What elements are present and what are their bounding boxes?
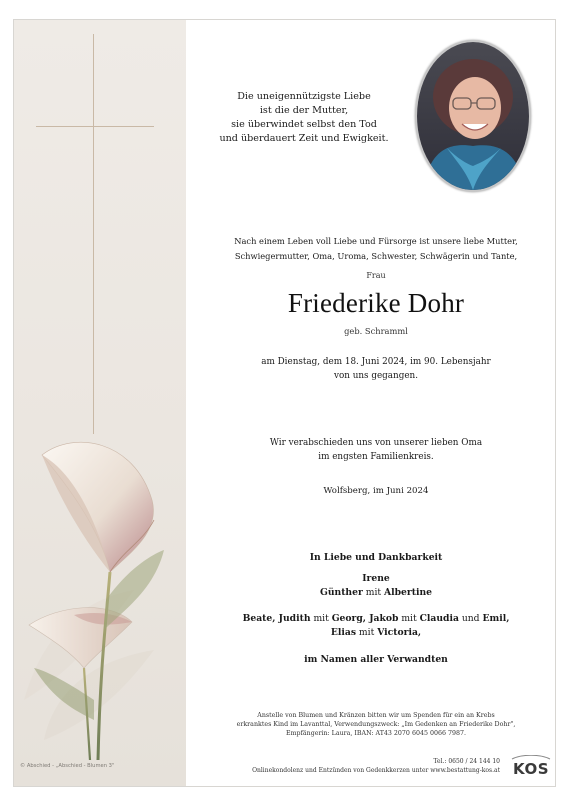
motto-line: und überdauert Zeit und Ewigkeit. — [219, 133, 389, 144]
mourner-name: Victoria — [377, 627, 418, 638]
notice-line: Empfängerin: Laura, IBAN: AT43 2070 6045 0066 7987. — [285, 730, 467, 738]
funeral-home-contact — [200, 757, 500, 775]
mourner-name: Judith — [278, 613, 311, 624]
decorative-sidebar — [14, 20, 186, 786]
farewell-text — [200, 437, 552, 464]
cross-horizontal-line — [36, 126, 154, 127]
logo-text: KOS — [513, 760, 550, 777]
image-credit: © Abschied - „Abschied - Blumen 3" — [20, 763, 115, 769]
motto-quote — [204, 90, 404, 146]
signature-group-grandchildren: Beate, Judith mit Georg, Jakob mit Claudia und Emil, Elias mit Victoria, — [242, 613, 510, 638]
death-notice-card — [13, 19, 556, 787]
funeral-home-logo — [510, 755, 552, 777]
phone-number: Tel.: 0650 / 24 144 10 — [433, 758, 500, 765]
mourner-name: Georg — [331, 613, 363, 624]
death-line: am Dienstag, dem 18. Juni 2024, im 90. Lebensjahr — [261, 357, 491, 367]
connector-word: mit — [358, 627, 375, 638]
donation-notice — [200, 711, 552, 739]
mourner-name: Claudia — [419, 613, 459, 624]
mourner-name: Jakob — [369, 613, 399, 624]
mourner-name: Elias — [330, 627, 356, 638]
cross-vertical-line — [93, 34, 94, 434]
notice-line: erkranktes Kind im Lavanttal, Verwendungszweck: „Im Gedenken an Friederike Dohr", — [236, 721, 516, 729]
place-and-date: Wolfsberg, im Juni 2024 — [323, 486, 429, 496]
connector-word: und — [461, 613, 480, 624]
online-condolence-link[interactable]: Onlinekondolenz und Entzünden von Gedenkkerzen unter www.bestattung-kos.at — [252, 767, 500, 774]
connector-word: mit — [365, 587, 382, 598]
connector-word: mit — [401, 613, 417, 624]
motto-line: ist die der Mutter, — [259, 105, 349, 116]
mourner-name: Irene — [362, 573, 390, 584]
death-date-text — [200, 356, 552, 383]
signature-heading: In Liebe und Dankbarkeit — [309, 552, 443, 563]
farewell-line: Wir verabschieden uns von unserer lieben Oma — [269, 438, 483, 448]
calla-lily-illustration — [14, 400, 186, 760]
motto-line: Die uneigennützigste Liebe — [237, 91, 371, 102]
connector-word: mit — [313, 613, 329, 624]
deceased-name: Friederike Dohr — [287, 288, 465, 318]
farewell-line: im engsten Familienkreis. — [318, 451, 434, 462]
death-line: von uns gegangen. — [333, 370, 419, 381]
intro-line: Schwiegermutter, Oma, Uroma, Schwester, Schwägerin und Tante, — [234, 250, 518, 261]
intro-line: Nach einem Leben voll Liebe und Fürsorge ist unsere liebe Mutter, — [234, 236, 518, 246]
motto-line: sie überwindet selbst den Tod — [231, 119, 377, 130]
portrait-photo — [415, 40, 531, 192]
mourner-name: Emil — [482, 613, 507, 624]
mourner-name: Beate — [242, 613, 273, 624]
mourner-name: Günther — [319, 587, 363, 598]
signature-group-children — [200, 572, 552, 600]
notice-line: Anstelle von Blumen und Kränzen bitten wir um Spenden für ein an Krebs — [257, 712, 495, 719]
signature-closing: im Namen aller Verwandten — [304, 654, 448, 665]
mourner-name: Albertine — [384, 587, 432, 598]
intro-text — [200, 234, 552, 263]
salutation: Frau — [366, 271, 386, 280]
birth-name: geb. Schramml — [344, 326, 408, 336]
